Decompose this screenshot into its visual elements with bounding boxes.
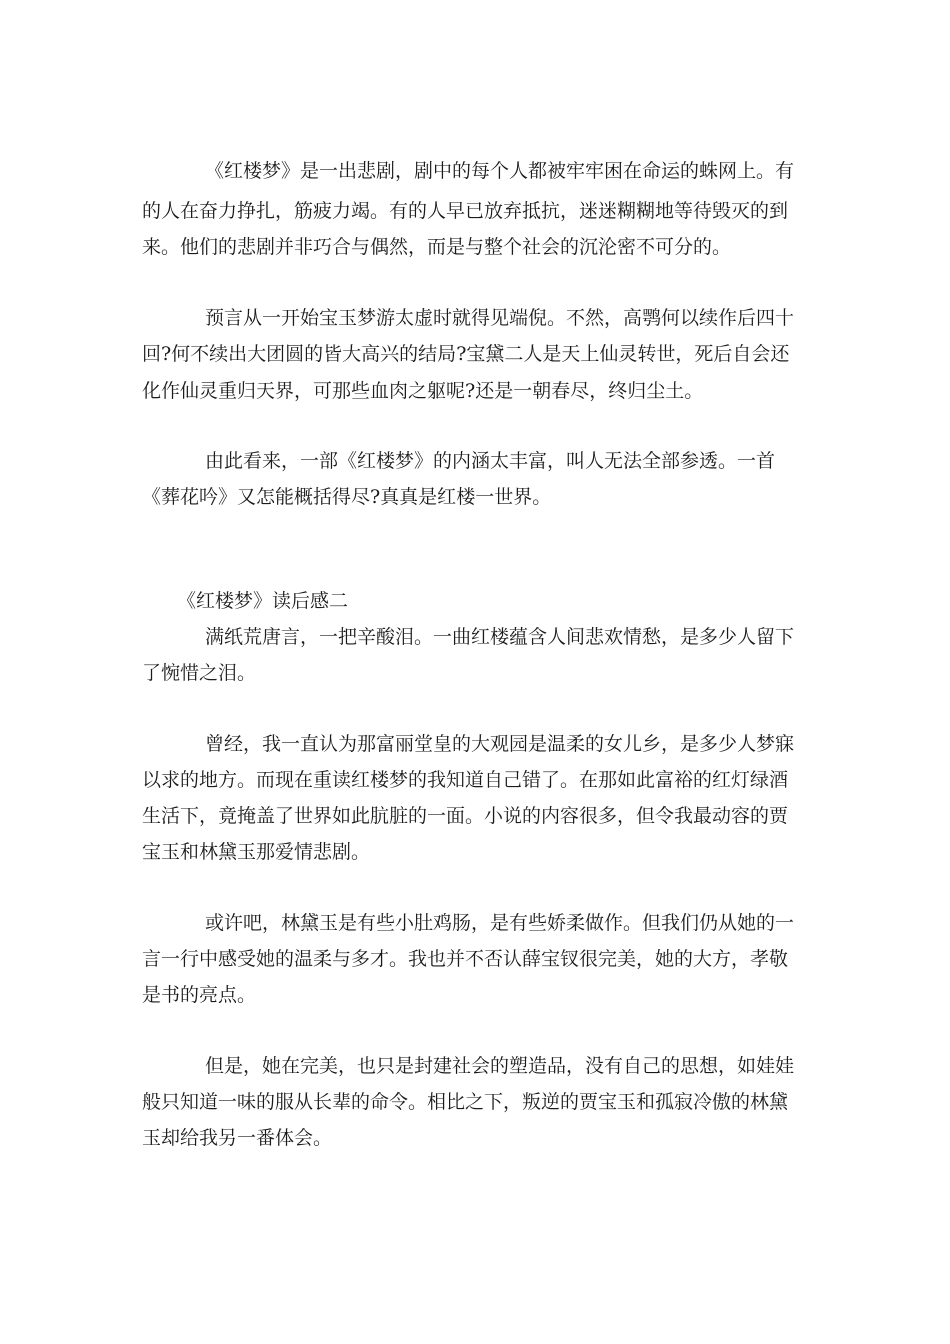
text-line: 以求的地方。而现在重读红楼梦的我知道自己错了。在那如此富裕的红灯绿酒 (142, 769, 789, 791)
text-line: 曾经，我一直认为那富丽堂皇的大观园是温柔的女儿乡，是多少人梦寐 (205, 733, 795, 755)
text-line: 了惋惜之泪。 (142, 662, 257, 684)
text-line: 玉却给我另一番体会。 (142, 1127, 333, 1149)
text-line: 化作仙灵重归天界，可那些血肉之躯呢?还是一朝春尽，终归尘土。 (142, 380, 704, 402)
text-line: 预言从一开始宝玉梦游太虚时就得见端倪。不然，高鹗何以续作后四十 (205, 307, 795, 329)
section-heading: 《红楼梦》读后感二 (177, 590, 349, 612)
text-line: 由此看来，一部《红楼梦》的内涵太丰富，叫人无法全部参透。一首 (205, 450, 776, 472)
text-line: 言一行中感受她的温柔与多才。我也并不否认薛宝钗很完美，她的大方，孝敬 (142, 948, 789, 970)
text-line: 宝玉和林黛玉那爱情悲剧。 (142, 841, 371, 863)
text-line: 生活下，竟掩盖了世界如此肮脏的一面。小说的内容很多，但令我最动容的贾 (142, 805, 789, 827)
text-line: 来。他们的悲剧并非巧合与偶然，而是与整个社会的沉沦密不可分的。 (142, 236, 732, 258)
text-line: 是书的亮点。 (142, 984, 257, 1006)
text-line: 的人在奋力挣扎，筋疲力竭。有的人早已放弃抵抗，迷迷糊糊地等待毁灭的到 (142, 200, 789, 222)
text-line: 但是，她在完美，也只是封建社会的塑造品，没有自己的思想，如娃娃 (205, 1055, 795, 1077)
text-line: 满纸荒唐言，一把辛酸泪。一曲红楼蕴含人间悲欢情愁，是多少人留下 (205, 626, 795, 648)
text-line: 《红楼梦》是一出悲剧，剧中的每个人都被牢牢困在命运的蛛网上。有 (205, 160, 795, 182)
text-line: 《葬花吟》又怎能概括得尽?真真是红楼一世界。 (142, 486, 552, 508)
text-line: 回?何不续出大团圆的皆大高兴的结局?宝黛二人是天上仙灵转世，死后自会还 (142, 343, 790, 365)
text-line: 般只知道一味的服从长辈的命令。相比之下，叛逆的贾宝玉和孤寂冷傲的林黛 (142, 1091, 789, 1113)
text-line: 或许吧，林黛玉是有些小肚鸡肠，是有些娇柔做作。但我们仍从她的一 (205, 912, 795, 934)
